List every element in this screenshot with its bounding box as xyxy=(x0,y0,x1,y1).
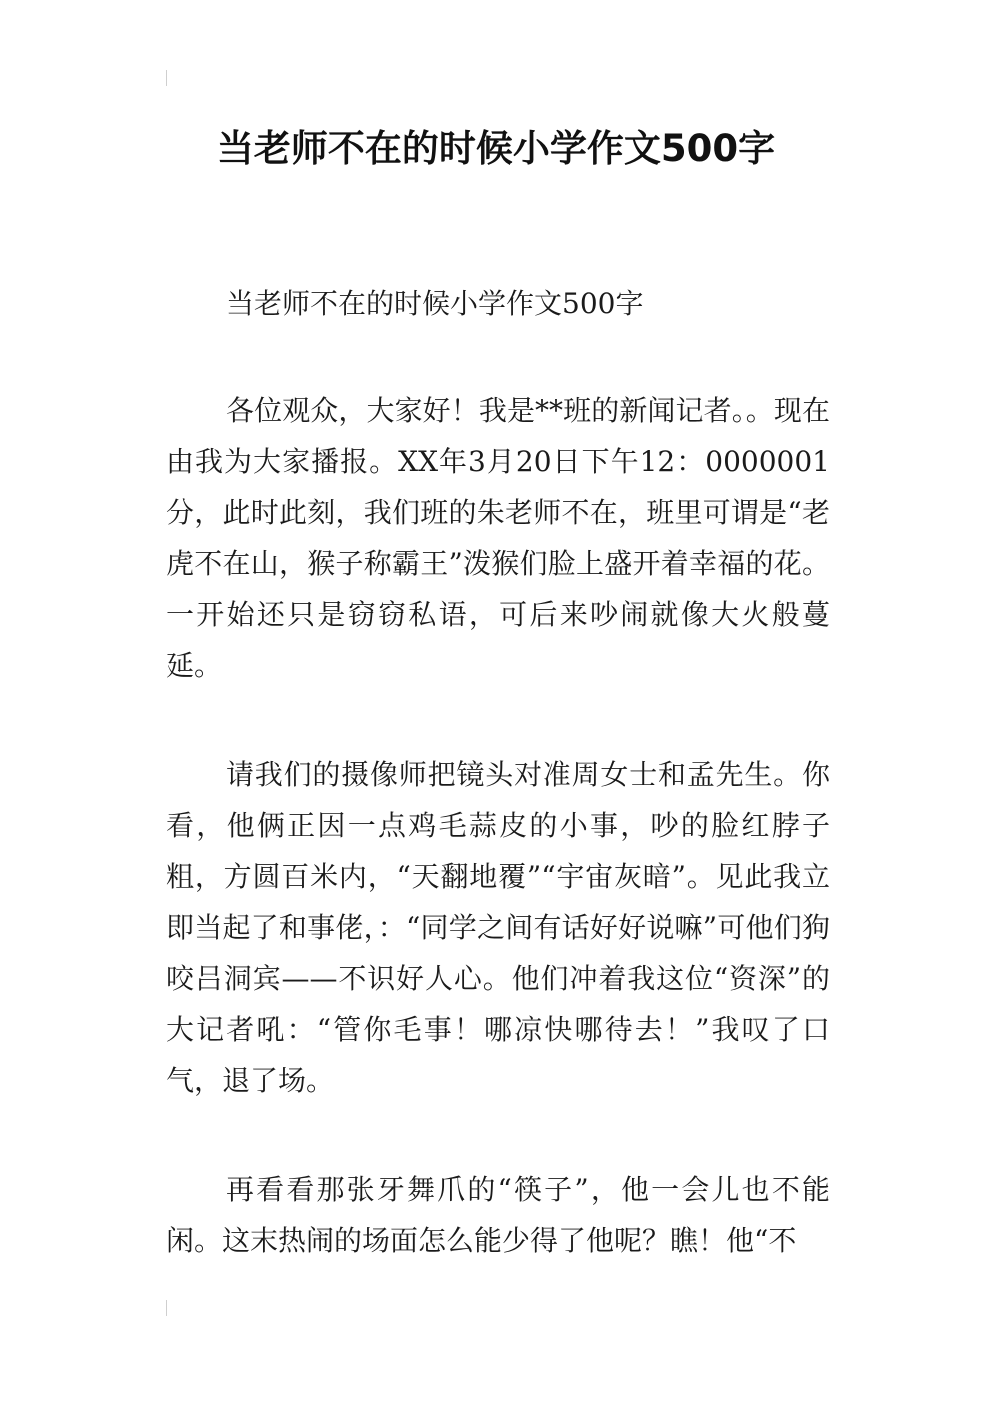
document-title: 当老师不在的时候小学作文500字 xyxy=(216,127,776,170)
document-body xyxy=(166,278,830,1266)
paragraph: 各位观众，大家好！我是**班的新闻记者。。现在由我为大家播报。XX年3月20日下午12：0000001分，此时此刻，我们班的朱老师不在，班里可谓是“老虎不在山，猴子称霸王”泼猴们脸上盛开着幸福的花。一开始还只是窃窃私语，可后来吵闹就像大火般蔓延。 xyxy=(166,394,830,682)
page-corner-mark xyxy=(166,70,167,86)
paragraph-spacer xyxy=(166,1106,830,1164)
page-corner-mark xyxy=(166,1300,167,1316)
paragraph: 再看看那张牙舞爪的“筷子”，他一会儿也不能闲。这末热闹的场面怎么能少得了他呢？瞧！他“不 xyxy=(166,1173,830,1257)
document-subtitle: 当老师不在的时候小学作文500字 xyxy=(226,287,644,320)
paragraph: 请我们的摄像师把镜头对准周女士和孟先生。你看，他俩正因一点鸡毛蒜皮的小事，吵的脸红脖子粗，方圆百米内，“天翻地覆”“宇宙灰暗”。见此我立即当起了和事佬，：“同学之间有话好好说嘛”可他们狗咬吕洞宾——不识好人心。他们冲着我这位“资深”的大记者吼：“管你毛事！哪凉快哪待去！”我叹了口气，退了场。 xyxy=(166,758,830,1097)
paragraph-spacer xyxy=(166,691,830,749)
paragraph-spacer xyxy=(166,329,830,385)
